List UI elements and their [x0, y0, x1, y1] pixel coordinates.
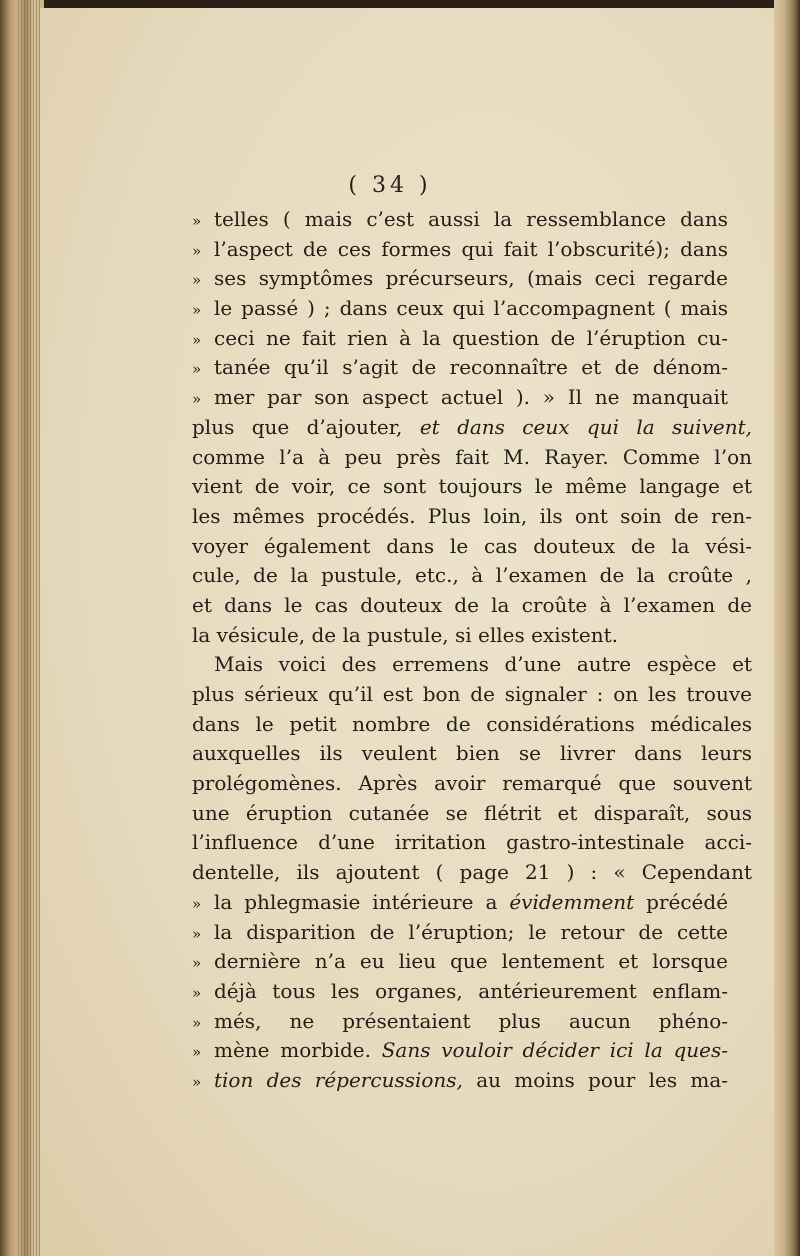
text-line: vient de voir, ce sont toujours le même langage et	[192, 474, 752, 499]
text-line: » mer par son aspect actuel ). » Il ne manquait	[192, 385, 728, 410]
text-line: les mêmes procédés. Plus loin, ils ont soin de ren-	[192, 503, 752, 528]
text-line: » tanée qu’il s’agit de reconnaître et de dénom-	[192, 355, 728, 380]
text-line: » ses symptômes précurseurs, (mais ceci regarde	[192, 266, 728, 291]
text-line: comme l’a à peu près fait M. Rayer. Comme l’on	[192, 444, 752, 469]
text-line: » mène morbide. Sans vouloir décider ici la ques-	[192, 1038, 729, 1063]
text-line: l’influence d’une irritation gastro-intestinale acci-	[192, 830, 752, 855]
text-line: » ceci ne fait rien à la question de l’éruption cu-	[192, 325, 728, 350]
text-line: cule, de la pustule, etc., à l’examen de la croûte ,	[192, 563, 752, 588]
text-line: dans le petit nombre de considérations médicales	[192, 711, 752, 736]
text-line: une éruption cutanée se flétrit et disparaît, sous	[192, 800, 752, 825]
text-line: » telles ( mais c’est aussi la ressemblance dans	[192, 207, 728, 231]
text-line: la vésicule, de la pustule, si elles existent.	[192, 622, 619, 647]
text-line: prolégomènes. Après avoir remarqué que souvent	[192, 771, 752, 796]
text-line: » tion des répercussions, au moins pour les ma-	[192, 1067, 728, 1092]
text-line: » la phlegmasie intérieure a évidemment précédé	[192, 889, 729, 914]
paragraph-start: Mais voici des erremens d’une autre espèce et	[214, 652, 752, 677]
page-header: ( 34 )	[348, 173, 432, 198]
text-line: plus que d’ajouter, et dans ceux qui la suivent,	[192, 414, 752, 439]
text-line: et dans le cas douteux de la croûte à l’examen de	[192, 592, 752, 617]
text-line: » le passé ) ; dans ceux qui l’accompagnent ( mais	[192, 296, 728, 321]
text-line: » l’aspect de ces formes qui fait l’obscurité); dans	[192, 236, 728, 261]
text-line: » déjà tous les organes, antérieurement enflam-	[192, 978, 728, 1003]
page-edges	[18, 0, 42, 1256]
text-line: » dernière n’a eu lieu que lentement et lorsque	[192, 949, 728, 974]
text-line: auxquelles ils veulent bien se livrer dans leurs	[192, 741, 752, 766]
text-line: » la disparition de l’éruption; le retour de cette	[192, 919, 728, 944]
text-line: dentelle, ils ajoutent ( page 21 ) : « Cependant	[192, 860, 752, 885]
text-line: voyer également dans le cas douteux de la vési-	[192, 533, 752, 558]
page-body	[192, 205, 752, 1096]
text-line: » més, ne présentaient plus aucun phéno-	[192, 1008, 728, 1033]
right-page-edge	[774, 0, 800, 1256]
book-page	[40, 8, 780, 1256]
text-line: plus sérieux qu’il est bon de signaler : on les trouve	[192, 682, 752, 706]
